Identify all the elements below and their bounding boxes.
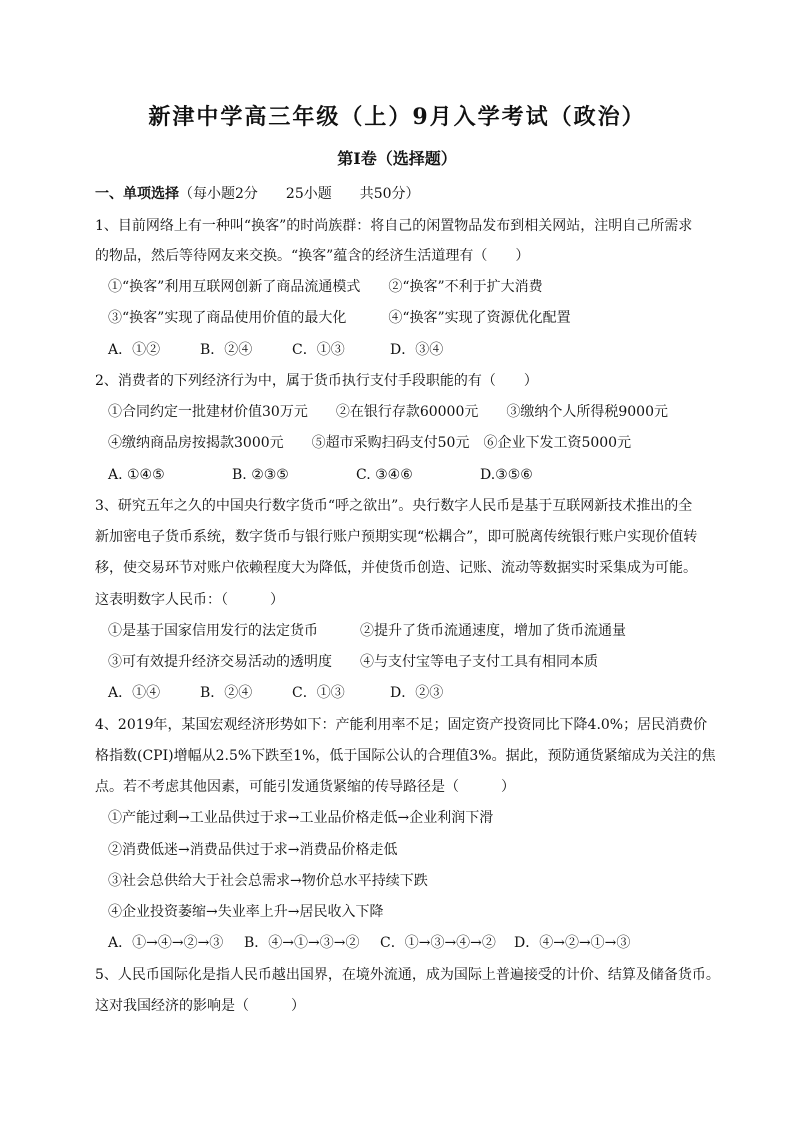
question-4-statement-2: ②消费低迷→消费品供过于求→消费品价格走低	[108, 842, 398, 858]
choice-b: B．④→①→③→②	[244, 935, 360, 951]
question-1-statement-1: ①“换客”利用互联网创新了商品流通模式 ②“换客”不利于扩大消费	[108, 279, 543, 295]
question-2-choices	[108, 465, 728, 485]
choice-a: A．①②	[108, 342, 161, 358]
section-heading	[95, 184, 715, 204]
question-3-stem-line-1: 3、研究五年之久的中国央行数字货币“呼之欲出”。央行数字人民币是基于互联网新技术推出的全	[95, 498, 693, 514]
question-5-stem-line-2: 这对我国经济的影响是（ ）	[95, 998, 305, 1014]
choice-c: C．①③	[292, 342, 345, 358]
choice-b: B．②④	[200, 342, 253, 358]
question-1-stem-line-2: 的物品，然后等待网友来交换。“换客”蕴含的经济生活道理有（ ）	[95, 248, 530, 264]
question-2-statement-2: ④缴纳商品房按揭款3000元 ⑤超市采购扫码支付50元 ⑥企业下发工资5000元	[108, 435, 632, 451]
question-2-statement-1: ①合同约定一批建材价值30万元 ②在银行存款60000元 ③缴纳个人所得税9000元	[108, 404, 668, 420]
section-subtitle: 第Ⅰ卷（选择题）	[337, 149, 457, 168]
question-1-stem-line-1: 1、目前网络上有一种叫“换客”的时尚族群：将自己的闲置物品发布到相关网站，注明自己所需求	[95, 218, 693, 234]
question-4-choices	[108, 933, 728, 953]
choice-b: B．②④	[200, 685, 253, 701]
exam-title: 新津中学高三年级（上）9月入学考试（政治）	[148, 104, 646, 130]
choice-b: B. ②③⑤	[232, 467, 289, 483]
question-4-stem-line-1: 4、2019年，某国宏观经济形势如下：产能利用率不足；固定资产投资同比下降4.0%；居民消费价	[95, 717, 708, 733]
question-3-stem-line-2: 新加密电子货币系统，数字货币与银行账户预期实现“松耦合”，即可脱离传统银行账户实现价值转	[95, 529, 698, 545]
question-3-stem-line-3: 移，使交易环节对账户依赖程度大为降低，并使货币创造、记账、流动等数据实时采集成为可能。	[95, 560, 697, 576]
choice-c: C．①→③→④→②	[380, 935, 496, 951]
question-2-stem-line-1: 2、消费者的下列经济行为中，属于货币执行支付手段职能的有（ ）	[95, 373, 538, 389]
question-4-statement-1: ①产能过剩→工业品供过于求→工业品价格走低→企业利润下滑	[108, 810, 494, 826]
choice-c: C. ③④⑥	[356, 467, 413, 483]
question-1-statement-2: ③“换客”实现了商品使用价值的最大化 ④“换客”实现了资源优化配置	[108, 310, 571, 326]
question-3-statement-2: ③可有效提升经济交易活动的透明度 ④与支付宝等电子支付工具有相同本质	[108, 654, 598, 670]
choice-d: D.③⑤⑥	[480, 467, 533, 483]
question-4-statement-4: ④企业投资萎缩→失业率上升→居民收入下降	[108, 904, 384, 920]
question-3-stem-line-4: 这表明数字人民币：（ ）	[95, 592, 284, 608]
section-note: （每小题2分 25小题 共50分）	[179, 186, 420, 202]
question-4-stem-line-2: 格指数(CPI)增幅从2.5%下跌至1%，低于国际公认的合理值3%。据此，预防通货紧缩成为关注的焦	[95, 748, 716, 764]
question-3-statement-1: ①是基于国家信用发行的法定货币 ②提升了货币流通速度，增加了货币流通量	[108, 623, 626, 639]
choice-d: D．③④	[390, 342, 444, 358]
choice-a: A. ①④⑤	[108, 467, 165, 483]
question-4-statement-3: ③社会总供给大于社会总需求→物价总水平持续下跌	[108, 873, 428, 889]
choice-a: A．①→④→②→③	[108, 935, 224, 951]
choice-a: A．①④	[108, 685, 161, 701]
section-label: 一、单项选择	[95, 186, 179, 202]
question-5-stem-line-1: 5、人民币国际化是指人民币越出国界，在境外流通，成为国际上普遍接受的计价、结算及储备货币。	[95, 967, 720, 983]
choice-d: D．④→②→①→③	[514, 935, 631, 951]
question-3-choices	[108, 683, 728, 703]
question-1-choices	[108, 340, 728, 360]
choice-c: C．①③	[292, 685, 345, 701]
choice-d: D．②③	[390, 685, 444, 701]
question-4-stem-line-3: 点。若不考虑其他因素，可能引发通货紧缩的传导路径是（ ）	[95, 779, 515, 795]
